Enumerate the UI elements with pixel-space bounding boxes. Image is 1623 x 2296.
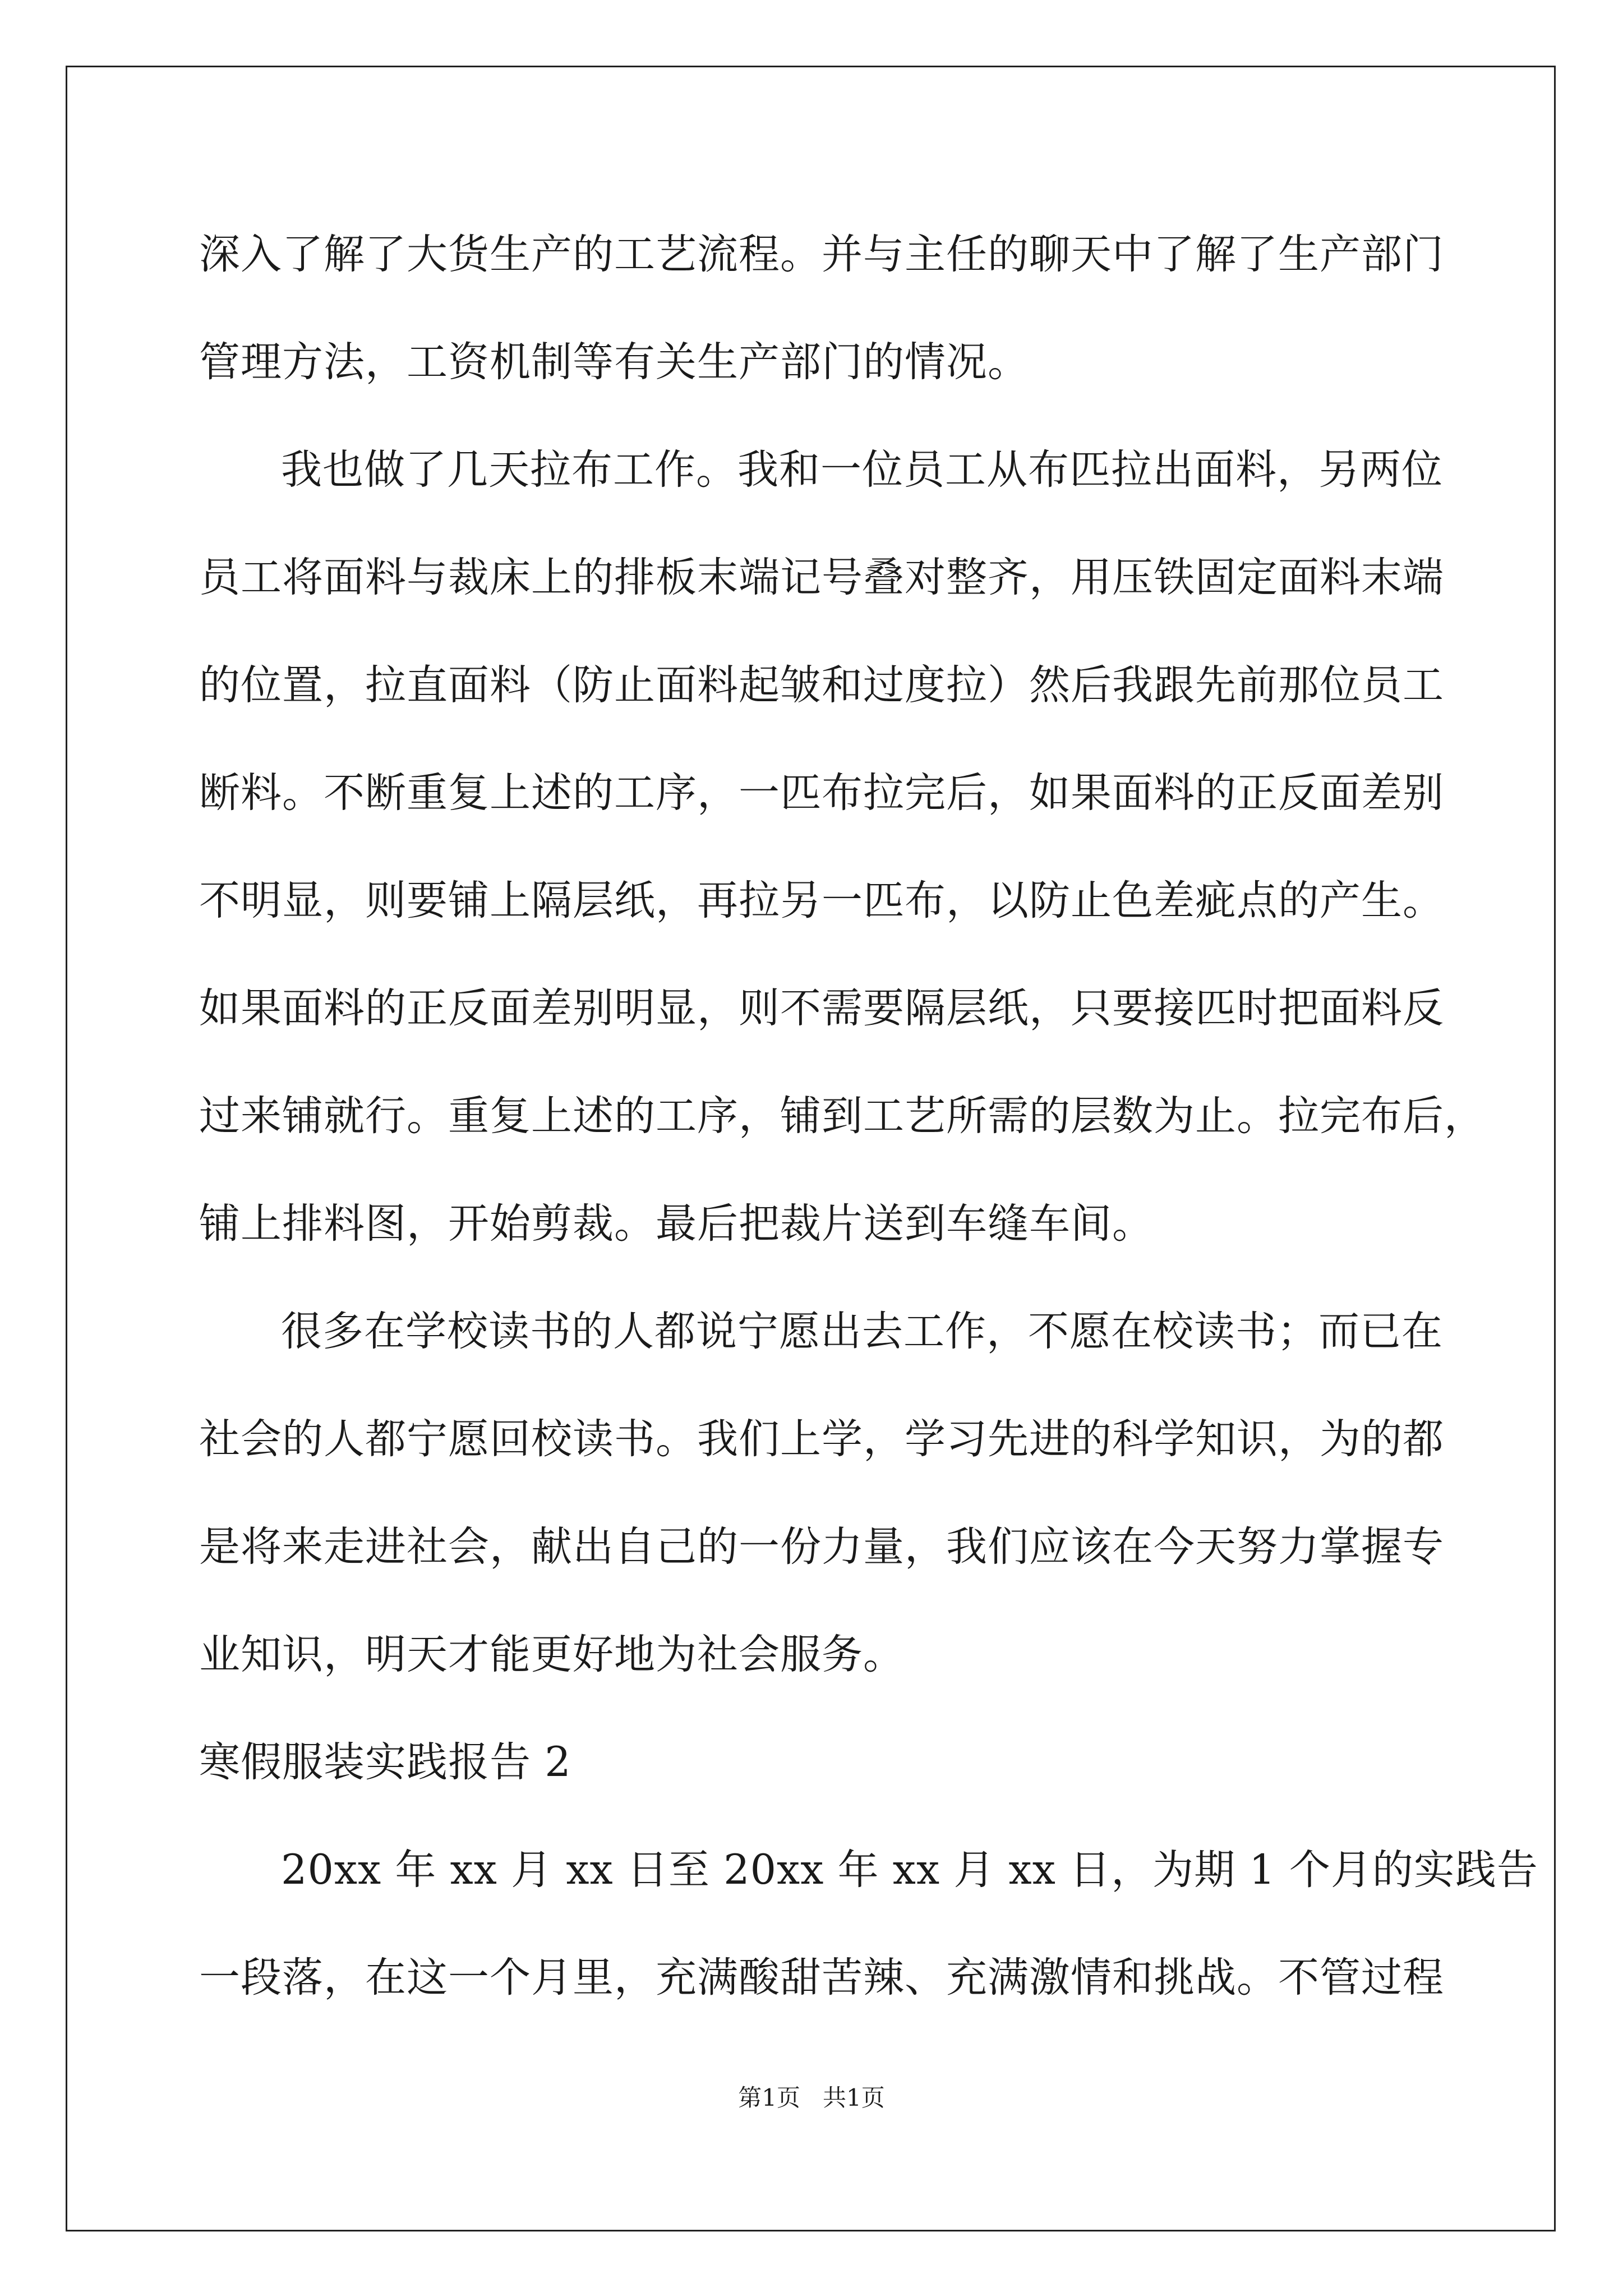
text-line: 管理方法，工资机制等有关生产部门的情况。 (199, 338, 1029, 386)
text-line: 铺上排料图，开始剪裁。最后把裁片送到车缝车间。 (199, 1200, 1154, 1248)
page-number-footer: 第1页 共1页 (738, 2084, 885, 2111)
text-line: 20xx 年 xx 月 xx 日至 20xx 年 xx 月 xx 日，为期 1 个月的实践告 (281, 1846, 1538, 1894)
text-line: 一段落，在这一个月里，充满酸甜苦辣、充满激情和挑战。不管过程 (199, 1954, 1444, 2001)
text-line: 很多在学校读书的人都说宁愿出去工作，不愿在校读书；而已在 (281, 1308, 1443, 1355)
text-line: 如果面料的正反面差别明显，则不需要隔层纸，只要接匹时把面料反 (199, 984, 1444, 1032)
text-line: 员工将面料与裁床上的排板末端记号叠对整齐，用压铁固定面料末端 (199, 554, 1444, 601)
text-line: 是将来走进社会，献出自己的一份力量，我们应该在今天努力掌握专 (199, 1523, 1444, 1571)
text-line: 社会的人都宁愿回校读书。我们上学，学习先进的科学知识，为的都 (199, 1415, 1444, 1463)
text-line: 业知识，明天才能更好地为社会服务。 (199, 1631, 905, 1678)
document-body (199, 215, 1538, 2046)
text-line: 过来铺就行。重复上述的工序，铺到工艺所需的层数为止。拉完布后， (199, 1092, 1486, 1140)
text-line: 我也做了几天拉布工作。我和一位员工从布匹拉出面料，另两位 (281, 446, 1443, 494)
section-heading: 寒假服装实践报告 2 (199, 1738, 571, 1786)
text-line: 断料。不断重复上述的工序，一匹布拉完后，如果面料的正反面差别 (199, 769, 1444, 817)
text-line: 不明显，则要铺上隔层纸，再拉另一匹布，以防止色差疵点的产生。 (199, 877, 1444, 924)
text-line: 深入了解了大货生产的工艺流程。并与主任的聊天中了解了生产部门 (199, 231, 1444, 278)
text-line: 的位置，拉直面料（防止面料起皱和过度拉）然后我跟先前那位员工 (199, 661, 1444, 709)
